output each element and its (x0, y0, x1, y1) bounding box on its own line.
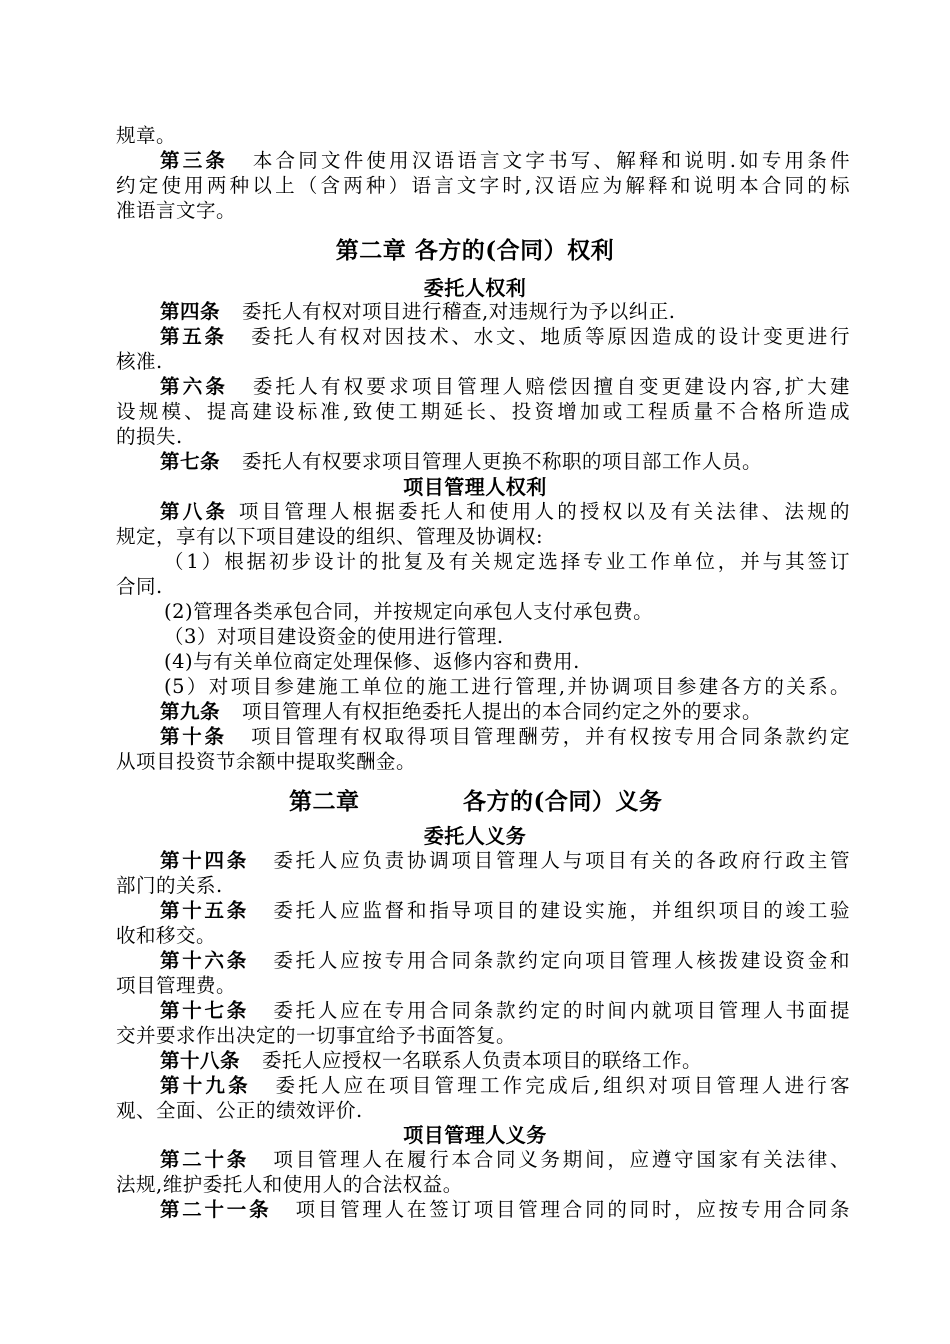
article-20-line-2: 法规,维护委托人和使用人的合法权益。 (116, 1173, 463, 1196)
chapter-heading-rights: 第二章 各方的(合同）权利 (335, 237, 615, 264)
article-20-line-1: 第二十条 项目管理人在履行本合同义务期间，应遵守国家有关法律、 (160, 1148, 850, 1171)
article-4-line-1: 第四条 委托人有权对项目进行稽查,对违规行为予以纠正. (160, 300, 676, 323)
chapter-heading-duties-title: 各方的(合同）义务 (463, 788, 663, 815)
article-15-line-2: 收和移交。 (116, 924, 217, 947)
chapter-heading-duties-label: 第二章 (289, 788, 360, 815)
article-number: 第三条 (160, 149, 229, 172)
item-1-line-1: （1）根据初步设计的批复及有关规定选择专业工作单位，并与其签订 (164, 550, 850, 573)
article-3-line-2: 约定使用两种以上（含两种）语言文字时,汉语应为解释和说明本合同的标 (116, 174, 850, 197)
item-3: （3）对项目建设资金的使用进行管理. (164, 625, 504, 648)
article-16-line-2: 项目管理费。 (116, 974, 237, 997)
article-16-line-1: 第十六条 委托人应按专用合同条款约定向项目管理人核拨建设资金和 (160, 949, 850, 972)
article-21-line-1: 第二十一条 项目管理人在签订项目管理合同的同时，应按专用合同条 (160, 1198, 850, 1221)
article-3-line-1: 第三条 本合同文件使用汉语语言文字书写、解释和说明.如专用条件 (160, 149, 850, 172)
article-14-line-2: 部门的关系. (116, 874, 223, 897)
item-2: (2)管理各类承包合同，并按规定向承包人支付承包费。 (164, 600, 654, 623)
article-19-line-2: 观、全面、公正的绩效评价. (116, 1099, 363, 1122)
article-18-line-1: 第十八条 委托人应授权一名联系人负责本项目的联络工作。 (160, 1049, 703, 1072)
article-6-line-1: 第六条 委托人有权要求项目管理人赔偿因擅自变更建设内容,扩大建 (160, 375, 850, 398)
article-10-line-2: 从项目投资节余额中提取奖酬金。 (116, 750, 417, 773)
item-4: (4)与有关单位商定处理保修、返修内容和费用. (164, 650, 580, 673)
section-heading-client-rights: 委托人权利 (423, 276, 527, 300)
article-7-line-1: 第七条 委托人有权要求项目管理人更换不称职的项目部工作人员。 (160, 450, 763, 473)
article-17-line-2: 交并要求作出决定的一切事宜给予书面答复。 (116, 1024, 517, 1047)
article-3-line-3: 准语言文字。 (116, 199, 237, 222)
article-8-line-1: 第八条 项目管理人根据委托人和使用人的授权以及有关法律、法规的 (160, 500, 850, 523)
article-15-line-1: 第十五条 委托人应监督和指导项目的建设实施，并组织项目的竣工验 (160, 899, 850, 922)
item-1-line-2: 合同. (116, 575, 163, 598)
section-heading-manager-rights: 项目管理人权利 (403, 475, 547, 499)
article-14-line-1: 第十四条 委托人应负责协调项目管理人与项目有关的各政府行政主管 (160, 849, 850, 872)
section-heading-client-duties: 委托人义务 (423, 824, 527, 848)
article-9-line-1: 第九条 项目管理人有权拒绝委托人提出的本合同约定之外的要求。 (160, 700, 763, 723)
article-19-line-1: 第十九条 委托人应在项目管理工作完成后,组织对项目管理人进行客 (160, 1074, 850, 1097)
section-heading-manager-duties: 项目管理人义务 (403, 1123, 547, 1147)
article-8-line-2: 规定，享有以下项目建设的组织、管理及协调权: (116, 525, 544, 548)
intro-tail: 规章。 (116, 124, 177, 147)
item-5: (5）对项目参建施工单位的施工进行管理,并协调项目参建各方的关系。 (164, 675, 850, 698)
article-5-line-2: 核准. (116, 350, 163, 373)
article-6-line-3: 的损失. (116, 425, 183, 448)
article-10-line-1: 第十条 项目管理有权取得项目管理酬劳，并有权按专用合同条款约定 (160, 725, 850, 748)
article-17-line-1: 第十七条 委托人应在专用合同条款约定的时间内就项目管理人书面提 (160, 999, 850, 1022)
article-5-line-1: 第五条 委托人有权对因技术、水文、地质等原因造成的设计变更进行 (160, 325, 850, 348)
article-6-line-2: 设规模、提高建设标准,致使工期延长、投资增加或工程质量不合格所造成 (116, 400, 850, 423)
